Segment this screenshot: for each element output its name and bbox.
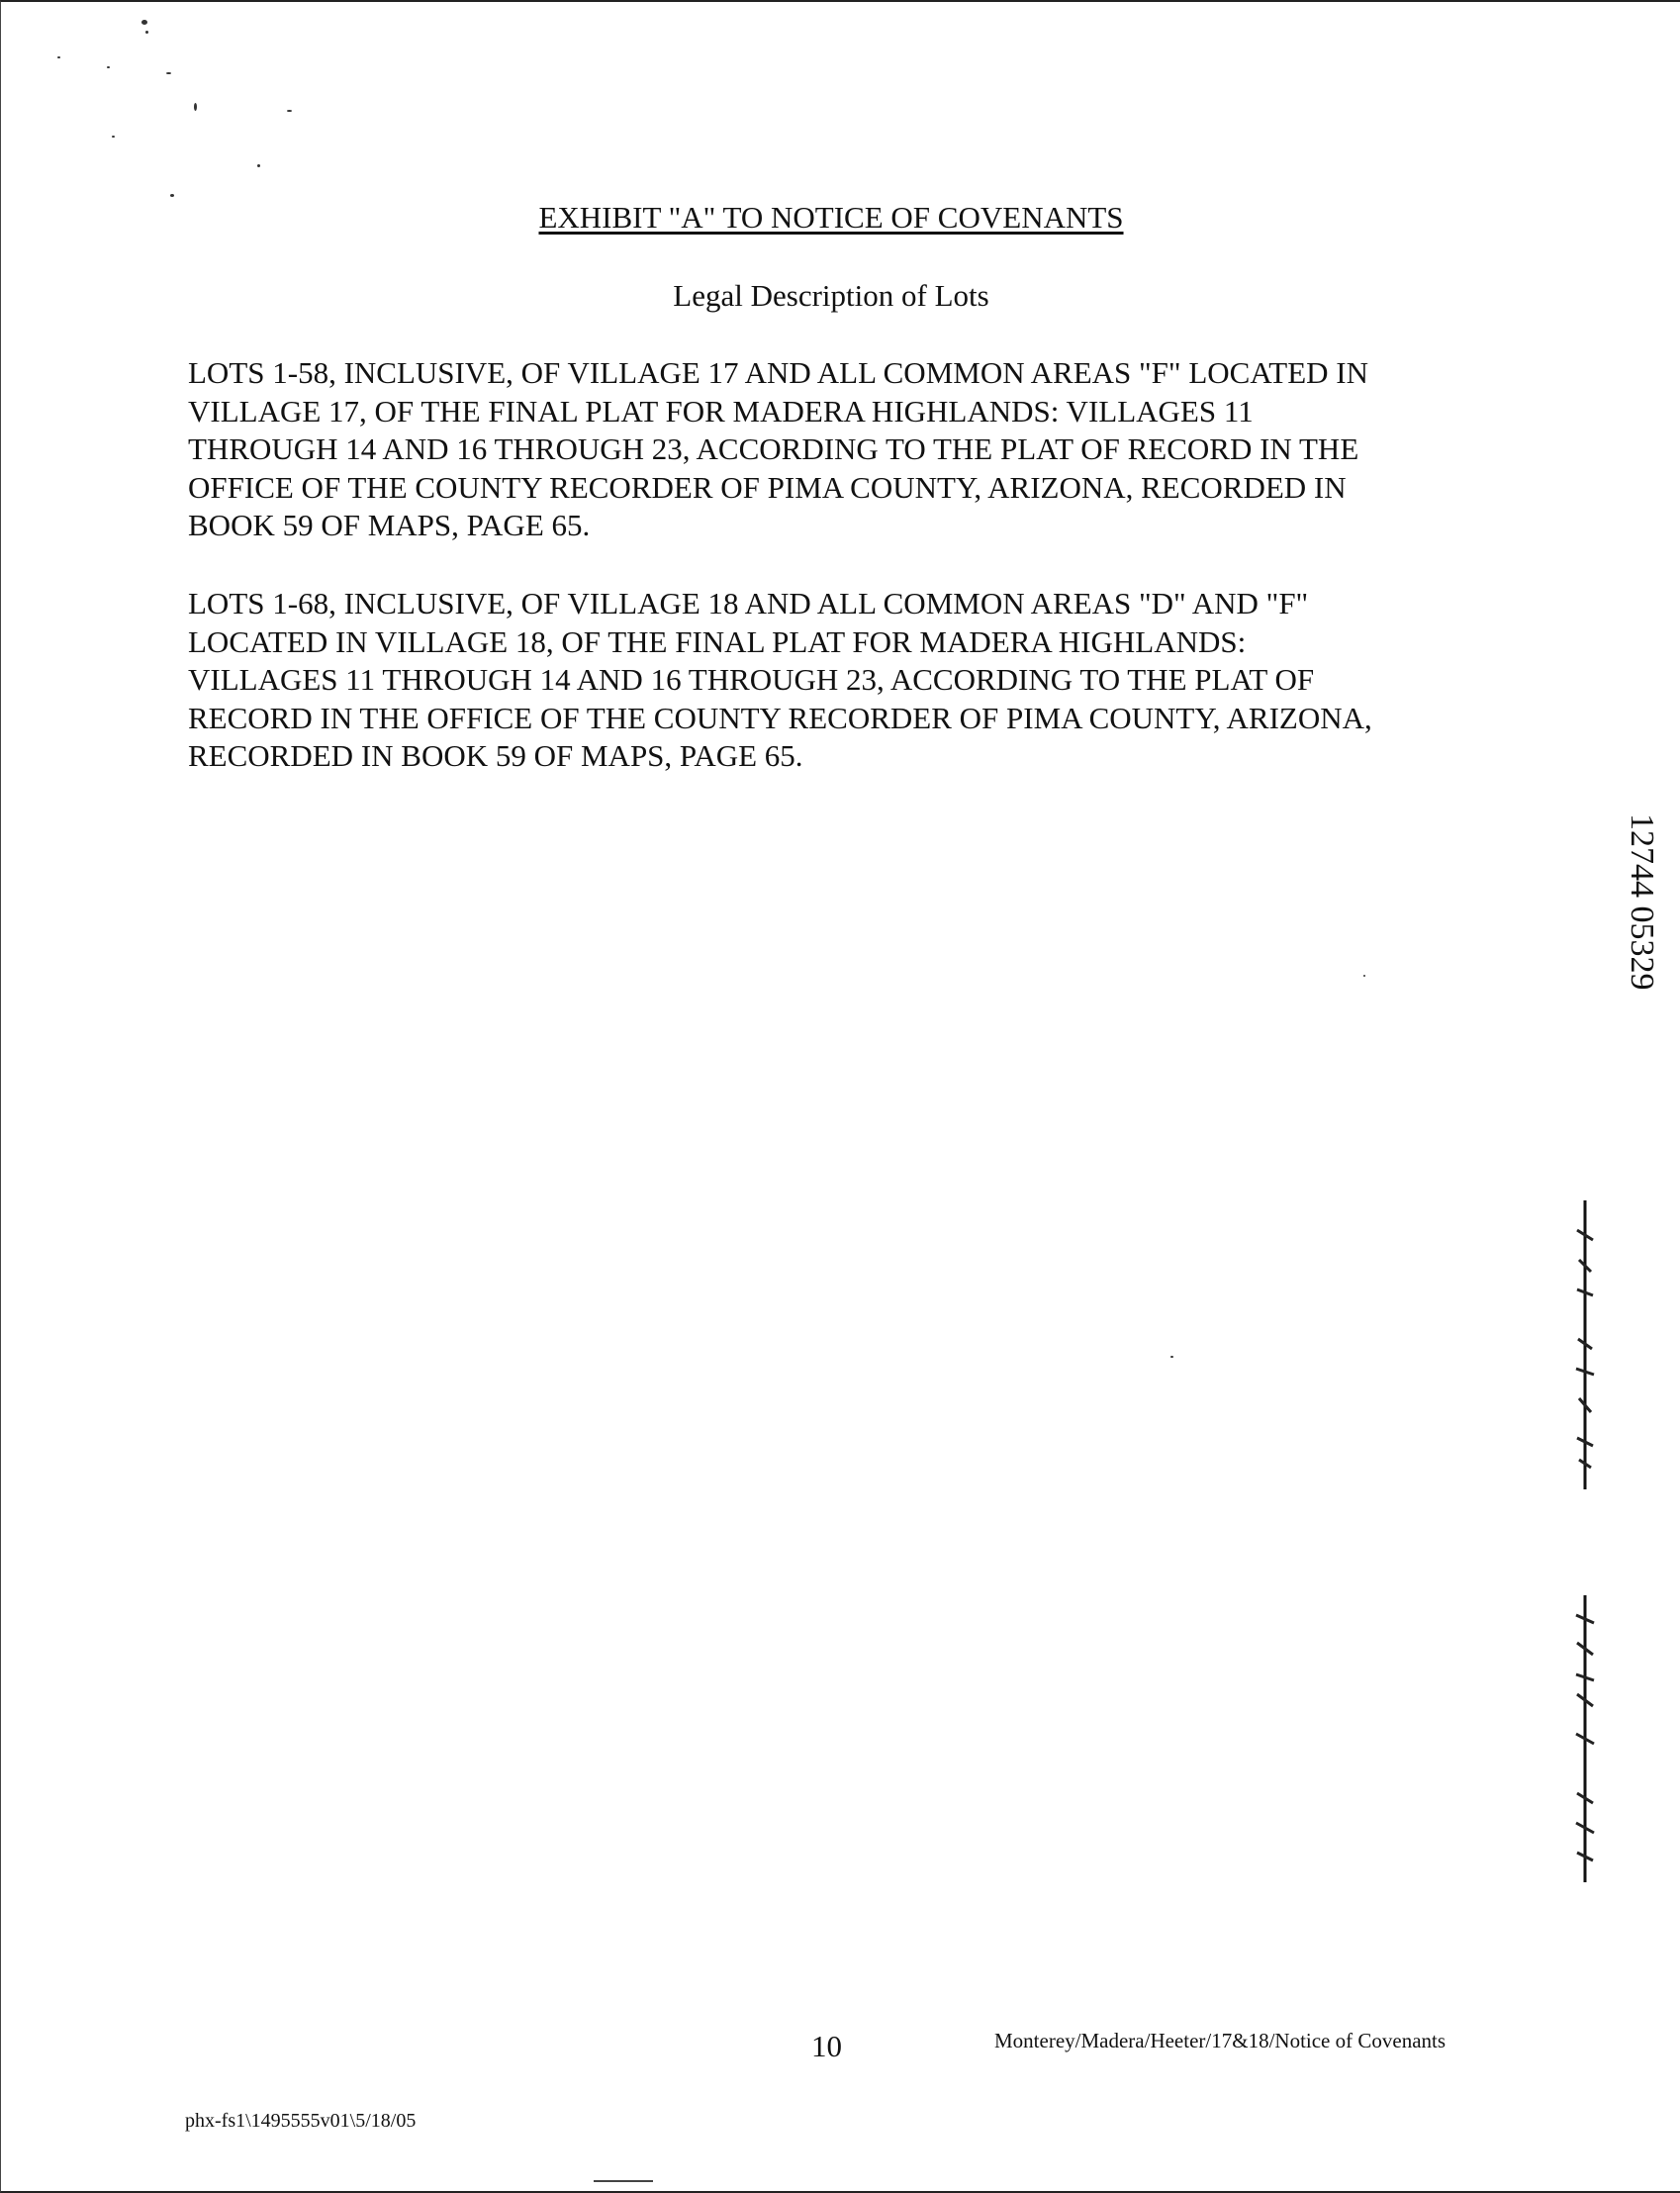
recording-number: 12744 05329 [1624, 813, 1660, 991]
margin-scan-mark-upper [1571, 1200, 1599, 1489]
file-reference: Monterey/Madera/Heeter/17&18/Notice of Covenants [994, 2029, 1447, 2052]
recording-number-stamp [1623, 813, 1658, 1081]
bottom-scan-mark [594, 2180, 653, 2182]
legal-description-village-17: LOTS 1-58, INCLUSIVE, OF VILLAGE 17 AND ALL COMMON AREAS "F" LOCATED IN VILLAGE 17, OF THE FINAL PLAT FOR MADERA HIGHLANDS: VILLAGES 11 THROUGH 14 AND 16 THROUGH 23, ACCORDING TO THE PLAT OF RECORD IN THE OFFICE OF THE COUNTY RECORDER OF PIMA COUNTY, ARIZONA, RECORDED IN BOOK 59 OF MAPS, PAGE 65. [188, 355, 1368, 542]
exhibit-title: EXHIBIT "A" TO NOTICE OF COVENANTS [538, 200, 1124, 235]
legal-description-village-18: LOTS 1-68, INCLUSIVE, OF VILLAGE 18 AND ALL COMMON AREAS "D" AND "F" LOCATED IN VILLAGE 18, OF THE FINAL PLAT FOR MADERA HIGHLANDS: VILLAGES 11 THROUGH 14 AND 16 THROUGH 23, ACCORDING TO THE PLAT OF RECORD IN THE OFFICE OF THE COUNTY RECORDER OF PIMA COUNTY, ARIZONA, RECORDED IN BOOK 59 OF MAPS, PAGE 65. [188, 586, 1372, 773]
page-number: 10 [811, 2029, 842, 2063]
margin-scan-mark-lower [1571, 1595, 1599, 1882]
section-subtitle: Legal Description of Lots [673, 278, 989, 313]
document-code: phx-fs1\1495555v01\5/18/05 [185, 2110, 417, 2132]
